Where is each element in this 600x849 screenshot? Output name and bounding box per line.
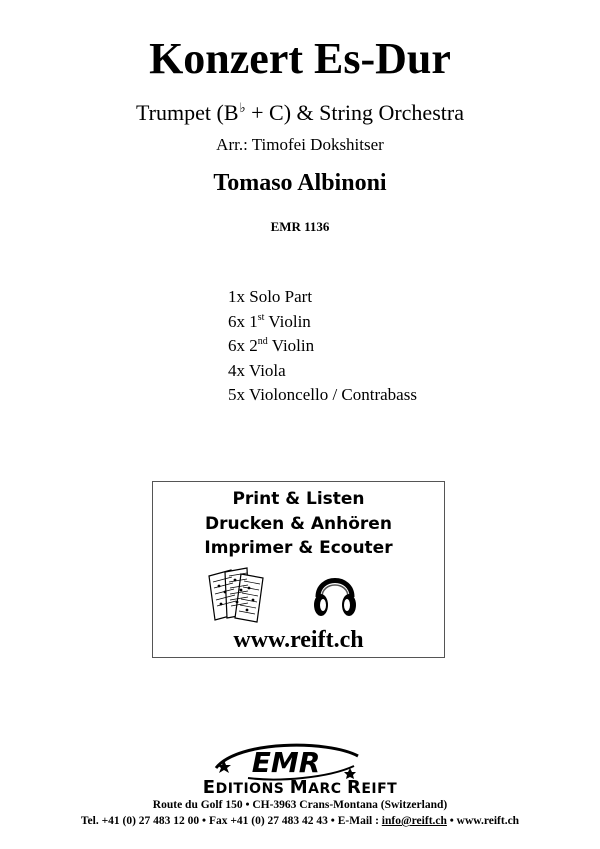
print-and-listen-box: [152, 481, 445, 658]
part-item: 6x 2nd Violin: [228, 336, 315, 355]
logo-text: EMR: [251, 746, 321, 779]
promo-line-english: Print & Listen: [232, 489, 365, 509]
subtitle-prefix: Trumpet (B: [136, 100, 239, 125]
part-item: 4x Viola: [228, 360, 286, 380]
publisher-address: Route du Golf 150 • CH-3963 Crans-Montana (Switzerland): [152, 799, 448, 811]
part-item: 6x 1st Violin: [228, 311, 311, 331]
flat-sign: ♭: [239, 100, 246, 115]
subtitle-suffix: + C) & String Orchestra: [245, 100, 464, 125]
promo-line-german: Drucken & Anhören: [205, 514, 392, 534]
parts-list: [228, 283, 417, 406]
email-link[interactable]: info@reift.ch: [381, 815, 447, 827]
promo-line-french: Imprimer & Ecouter: [204, 538, 393, 558]
part-item: 5x Violoncello / Contrabass: [228, 385, 417, 404]
score-title: Konzert Es-Dur: [149, 34, 451, 83]
arranger-credit: Arr.: Timofei Dokshitser: [216, 135, 384, 154]
catalog-number: EMR 1136: [270, 219, 330, 234]
emr-logo: [208, 738, 364, 782]
composer-name: Tomaso Albinoni: [213, 170, 387, 196]
website-link[interactable]: www.reift.ch: [233, 627, 364, 653]
headphones-icon: [312, 567, 358, 619]
instrumentation-subtitle: [0, 94, 600, 127]
sheet-music-icon: [205, 566, 269, 624]
publisher-name: EDITIONS MARC REIFT: [202, 777, 398, 798]
contact-phone-fax: Tel. +41 (0) 27 483 12 00 • Fax +41 (0) 27 483 42 43 • E-Mail :: [80, 815, 382, 827]
contact-website: • www.reift.ch: [446, 815, 520, 827]
part-item: 1x Solo Part: [228, 287, 313, 306]
publisher-contact: [0, 813, 600, 829]
